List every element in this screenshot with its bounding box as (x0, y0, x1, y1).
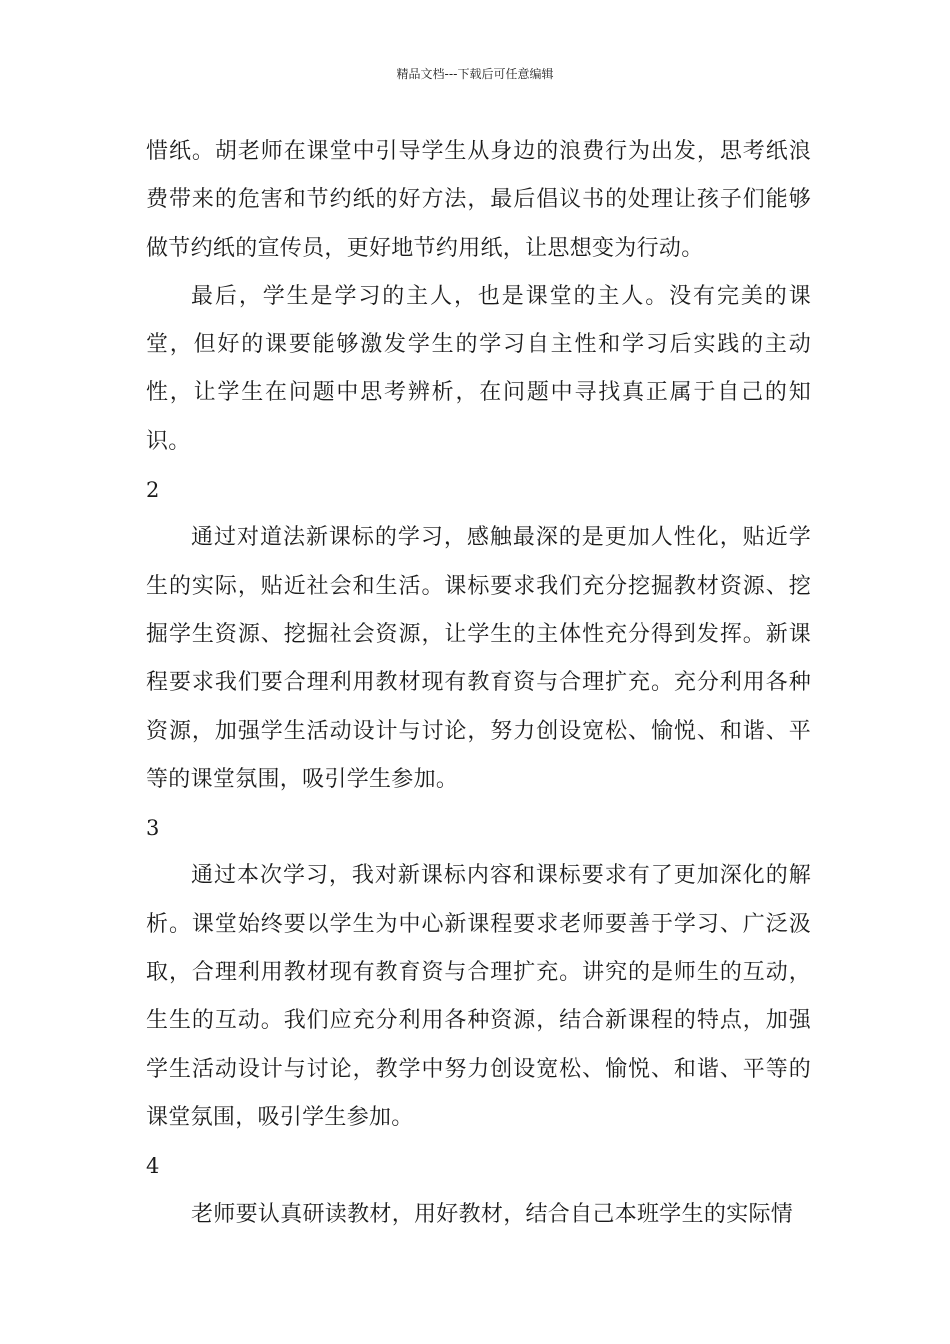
section-number-2: 2 (146, 478, 160, 503)
paragraph-3: 通过对道法新课标的学习，感触最深的是更加人性化，贴近学生的实际，贴近社会和生活。课标要求我们充分挖掘教材资源、挖掘学生资源、挖掘社会资源，让学生的主体性充分得到发挥。新课程要求我们要合理利用教材现有教育资与合理扩充。充分利用各种资源，加强学生活动设计与讨论，努力创设宽松、愉悦、和谐、平等的课堂氛围，吸引学生参加。 (146, 525, 811, 792)
paragraph-5: 老师要认真研读教材，用好教材，结合自己本班学生的实际情 (191, 1201, 794, 1227)
paragraph-2: 最后，学生是学习的主人，也是课堂的主人。没有完美的课堂，但好的课要能够激发学生的学习自主性和学习后实践的主动性，让学生在问题中思考辨析，在问题中寻找真正属于自己的知识。 (146, 283, 811, 454)
page-header: 精品文档---下载后可任意编辑 (396, 67, 554, 81)
paragraph-4: 通过本次学习，我对新课标内容和课标要求有了更加深化的解析。课堂始终要以学生为中心新课程要求老师要善于学习、广泛汲取，合理利用教材现有教育资与合理扩充。讲究的是师生的互动，生生的互动。我们应充分利用各种资源，结合新课程的特点，加强学生活动设计与讨论，教学中努力创设宽松、愉悦、和谐、平等的课堂氛围，吸引学生参加。 (146, 863, 811, 1130)
document-body (146, 128, 811, 1239)
paragraph-1: 惜纸。胡老师在课堂中引导学生从身边的浪费行为出发，思考纸浪费带来的危害和节约纸的好方法，最后倡议书的处理让孩子们能够做节约纸的宣传员，更好地节约用纸，让思想变为行动。 (146, 139, 811, 261)
section-number-4: 4 (146, 1154, 160, 1179)
section-number-3: 3 (146, 816, 160, 841)
